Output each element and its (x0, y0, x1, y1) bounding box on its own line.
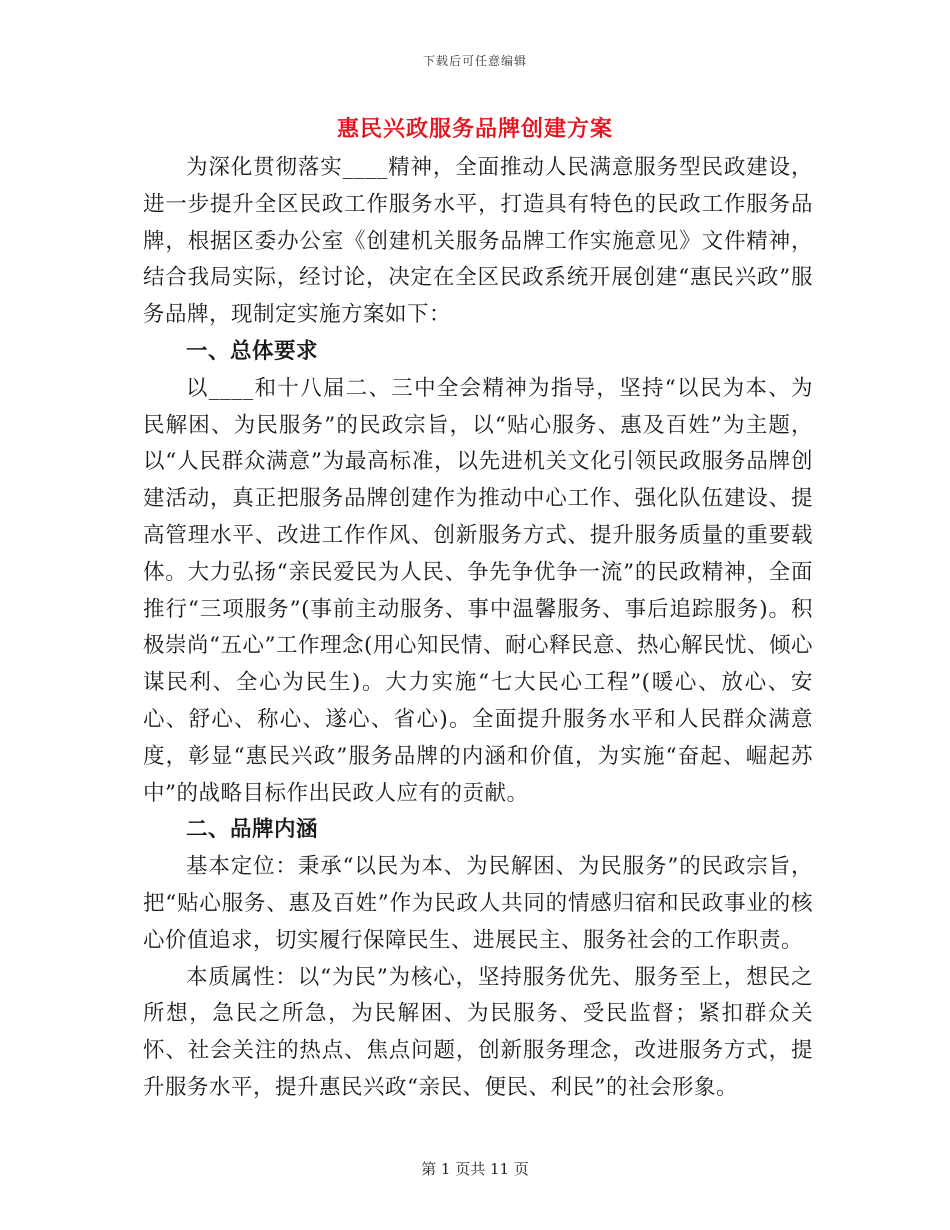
essential-attributes-paragraph: 本质属性：以“为民”为核心，坚持服务优先、服务至上，想民之所想，急民之所急，为民解困、为民服务、受民监督；紧扣群众关怀、社会关注的热点、焦点问题，创新服务理念，改进服务方式，提升服务水平，提升惠民兴政“亲民、便民、利民”的社会形象。 (143, 964, 813, 1100)
basic-positioning-paragraph: 基本定位：秉承“以民为本、为民解困、为民服务”的民政宗旨，把“贴心服务、惠及百姓”作为民政人共同的情感归宿和民政事业的核心价值追求，切实履行保障民生、进展民主、服务社会的工作职责。 (143, 854, 813, 953)
document-title: 惠民兴政服务品牌创建方案 (336, 116, 613, 142)
intro-paragraph: 为深化贯彻落实____精神，全面推动人民满意服务型民政建设，进一步提升全区民政工作服务水平，打造具有特色的民政工作服务品牌，根据区委办公室《创建机关服务品牌工作实施意见》文件精神，结合我局实际，经讨论，决定在全区民政系统开展创建“惠民兴政”服务品牌，现制定实施方案如下： (143, 155, 813, 328)
section-heading-general-requirements: 一、总体要求 (186, 338, 319, 364)
general-requirements-paragraph: 以____和十八届二、三中全会精神为指导，坚持“以民为本、为民解困、为民服务”的民政宗旨，以“贴心服务、惠及百姓”为主题，以“人民群众满意”为最高标准，以先进机关文化引领民政服务品牌创建活动，真正把服务品牌创建作为推动中心工作、强化队伍建设、提高管理水平、改进工作作风、创新服务方式、提升服务质量的重要载体。大力弘扬“亲民爱民为人民、争先争优争一流”的民政精神，全面推行“三项服务”(事前主动服务、事中温馨服务、事后追踪服务)。积极崇尚“五心”工作理念(用心知民情、耐心释民意、热心解民忧、倾心谋民利、全心为民生)。大力实施“七大民心工程”(暖心、放心、安心、舒心、称心、遂心、省心)。全面提升服务水平和人民群众满意度，彰显“惠民兴政”服务品牌的内涵和价值，为实施“奋起、崛起苏中”的战略目标作出民政人应有的贡献。 (143, 375, 813, 806)
document-body (143, 150, 813, 1107)
header-note: 下载后可任意编辑 (422, 54, 527, 68)
section-heading-brand-connotation: 二、品牌内涵 (186, 817, 319, 843)
page-footer: 第 1 页共 11 页 (421, 1160, 529, 1178)
